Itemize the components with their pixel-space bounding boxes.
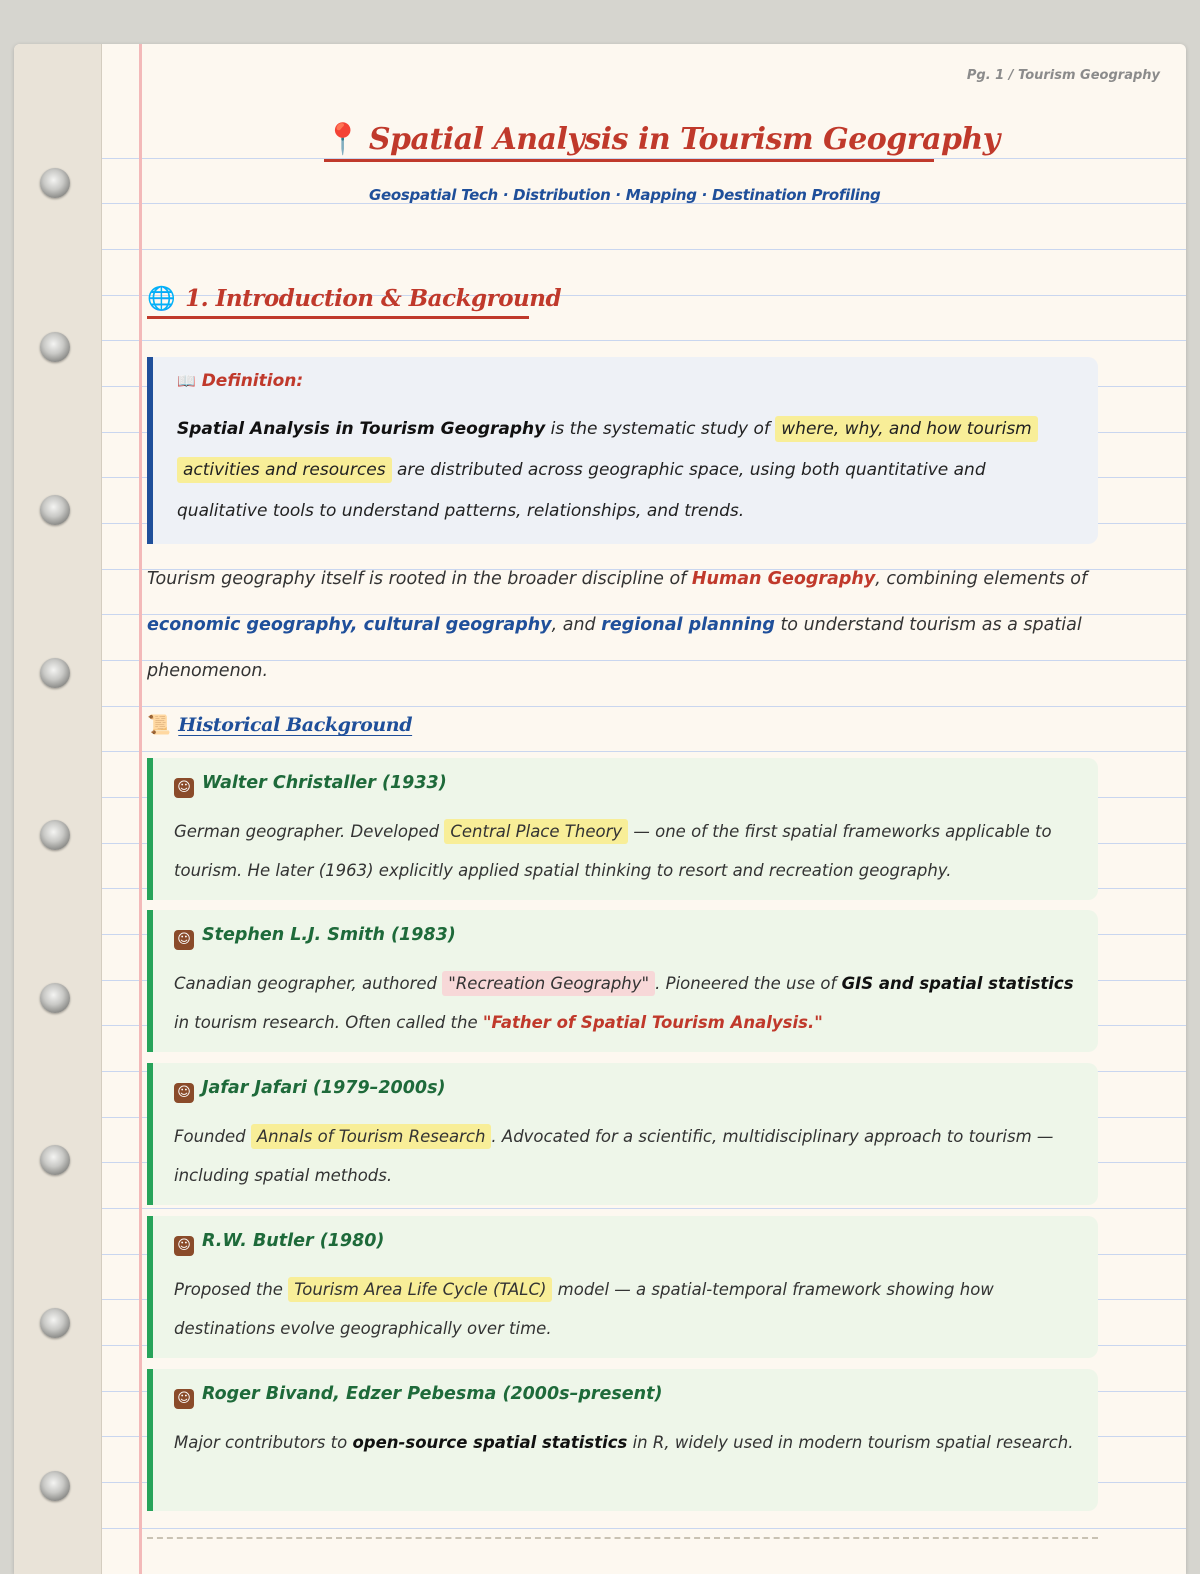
person-card: [147, 1063, 1098, 1205]
person-highlight: Annals of Tourism Research: [251, 1124, 492, 1149]
definition-term: Spatial Analysis in Tourism Geography: [177, 419, 546, 439]
definition-label-text: Definition:: [201, 371, 304, 391]
term-comma: ,: [350, 615, 364, 635]
person-text: model — a spatial-temporal framework showing how destinations evolve geographically over time.: [174, 1280, 994, 1338]
page-subtitle: Geospatial Tech · Distribution · Mapping · Destination Profiling: [369, 186, 881, 204]
person-icon: ☺: [174, 1389, 194, 1409]
term-regional-planning: regional planning: [601, 615, 775, 635]
definition-text: [177, 409, 1077, 532]
definition-text-part: is the systematic study of: [545, 419, 776, 439]
person-name-text: Roger Bivand, Edzer Pebesma (2000s–present): [202, 1384, 663, 1404]
person-card: [147, 1216, 1098, 1358]
subsection-heading: [147, 713, 412, 736]
person-text: — one of the first spatial frameworks applicable to tourism. He later (1963) explicitly applied spatial thinking to resort and recreation geography.: [174, 822, 1052, 880]
person-name: [174, 1384, 662, 1409]
person-description: [174, 1423, 1074, 1462]
paragraph-text: , combining elements of: [875, 569, 1088, 589]
page-title: [324, 122, 1000, 162]
definition-highlight: where, why, and how tourism: [775, 416, 1037, 442]
person-icon: ☺: [174, 1083, 194, 1103]
person-description: [174, 964, 1074, 1042]
person-name-text: Walter Christaller (1933): [202, 773, 447, 793]
person-text: German geographer. Developed: [174, 822, 445, 841]
person-text: Major contributors to: [174, 1433, 353, 1452]
person-text: . Advocated for a scientific, multidisciplinary approach to tourism — including spatial methods.: [174, 1127, 1054, 1185]
term-cultural-geography: cultural geography: [363, 615, 552, 635]
paragraph-text: , and: [551, 615, 602, 635]
person-icon: ☺: [174, 778, 194, 798]
person-name-text: R.W. Butler (1980): [202, 1231, 385, 1251]
globe-icon: 🌐: [147, 285, 176, 312]
person-highlight: Tourism Area Life Cycle (TALC): [288, 1277, 552, 1302]
person-text: . Pioneered the use of: [655, 974, 842, 993]
person-name: [174, 1231, 384, 1256]
definition-box: [147, 357, 1098, 544]
notebook-page: [14, 44, 1186, 1574]
definition-label: [177, 371, 303, 391]
person-text: Proposed the: [174, 1280, 289, 1299]
person-description: [174, 1270, 1074, 1348]
person-text: in R, widely used in modern tourism spatial research.: [627, 1433, 1074, 1452]
person-name-text: Jafar Jafari (1979–2000s): [202, 1078, 446, 1098]
person-icon: ☺: [174, 930, 194, 950]
book-icon: 📖: [177, 372, 196, 390]
person-description: [174, 812, 1074, 890]
person-quote: "Father of Spatial Tourism Analysis.": [482, 1013, 823, 1032]
page-title-text: Spatial Analysis in Tourism Geography: [368, 122, 1000, 157]
person-name-text: Stephen L.J. Smith (1983): [202, 925, 456, 945]
subsection-heading-text: Historical Background: [178, 714, 413, 736]
page-reference: Pg. 1 / Tourism Geography: [966, 68, 1160, 83]
person-highlight: "Recreation Geography": [442, 971, 655, 996]
term-human-geography: Human Geography: [691, 569, 876, 589]
section-divider: [147, 1537, 1098, 1539]
term-economic-geography: economic geography: [147, 615, 351, 635]
definition-highlight: activities and resources: [177, 457, 392, 483]
person-text: Founded: [174, 1127, 251, 1146]
person-card: [147, 910, 1098, 1052]
person-name: [174, 1078, 446, 1103]
person-description: [174, 1117, 1074, 1195]
definition-text-part: are distributed across geographic space, using both quantitative and qualitative tools to understand patterns, relationships, and trends.: [177, 460, 986, 521]
person-card: [147, 1369, 1098, 1511]
person-icon: ☺: [174, 1236, 194, 1256]
intro-paragraph: [147, 556, 1092, 694]
section-heading: [147, 285, 562, 319]
person-text: in tourism research. Often called the: [174, 1013, 483, 1032]
paragraph-text: to understand tourism as a spatial phenomenon.: [147, 615, 1082, 681]
paragraph-text: Tourism geography itself is rooted in the broader discipline of: [147, 569, 692, 589]
person-name: [174, 773, 447, 798]
person-bold: GIS and spatial statistics: [841, 974, 1074, 993]
person-bold: open-source spatial statistics: [352, 1433, 628, 1452]
scroll-icon: 📜: [147, 714, 171, 736]
person-highlight: Central Place Theory: [444, 819, 628, 844]
person-name: [174, 925, 456, 950]
person-text: Canadian geographer, authored: [174, 974, 443, 993]
pin-icon: 📍: [324, 122, 361, 157]
person-card: [147, 758, 1098, 900]
section-heading-text: 1. Introduction & Background: [185, 285, 562, 312]
